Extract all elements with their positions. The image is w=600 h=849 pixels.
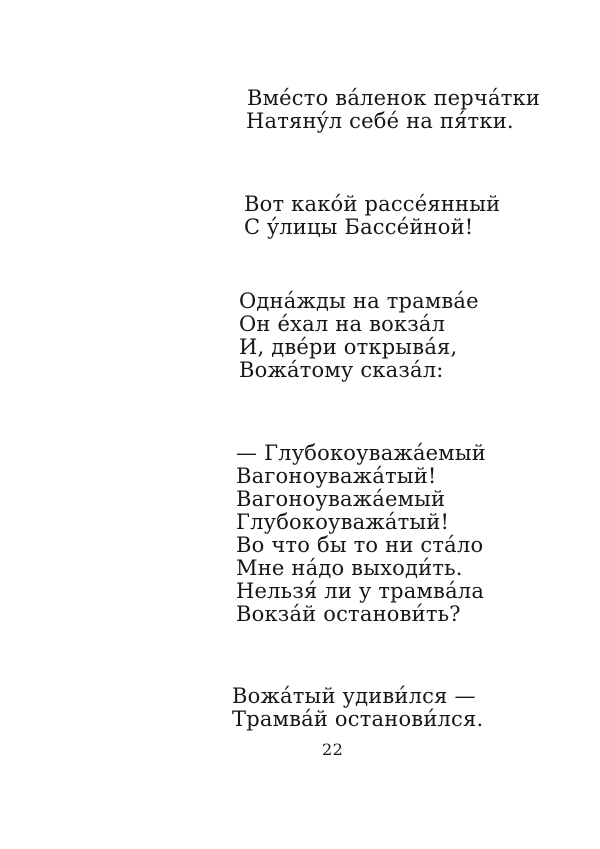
poem-line: Вагоноуважáтый! <box>236 464 437 488</box>
poem-line: Вот какóй рассéянный <box>244 192 501 216</box>
poem-line: Вожáтому сказáл: <box>239 358 444 382</box>
poem-line: Он éхал на вокзáл <box>239 312 446 336</box>
poem-line: И, двéри открывáя, <box>239 335 458 359</box>
page-number: 22 <box>322 740 344 759</box>
poem-line: Вмéсто вáленок перчáтки <box>247 86 541 110</box>
poem-line: Вожáтый удиви́лся — <box>232 684 476 708</box>
poem-line: Глубокоуважáтый! <box>236 510 450 534</box>
poem-line: С ýлицы Бассéйной! <box>244 215 474 239</box>
poem-line: — Глубокоуважáемый <box>236 441 486 465</box>
poem-line: Вокзáй останови́ть? <box>236 602 461 626</box>
poem-line: Мне нáдо выходи́ть. <box>236 556 463 580</box>
poem-line: Во что бы то ни стáло <box>236 533 484 557</box>
poem-line: Вагоноуважáемый <box>236 487 446 511</box>
poem-line: Трамвáй останови́лся. <box>232 707 484 731</box>
poem-line: Нельзя́ ли у трамвáла <box>236 579 485 603</box>
poem-line: Натянýл себé на пя́тки. <box>246 109 514 133</box>
poem-line: Однáжды на трамвáе <box>239 289 479 313</box>
